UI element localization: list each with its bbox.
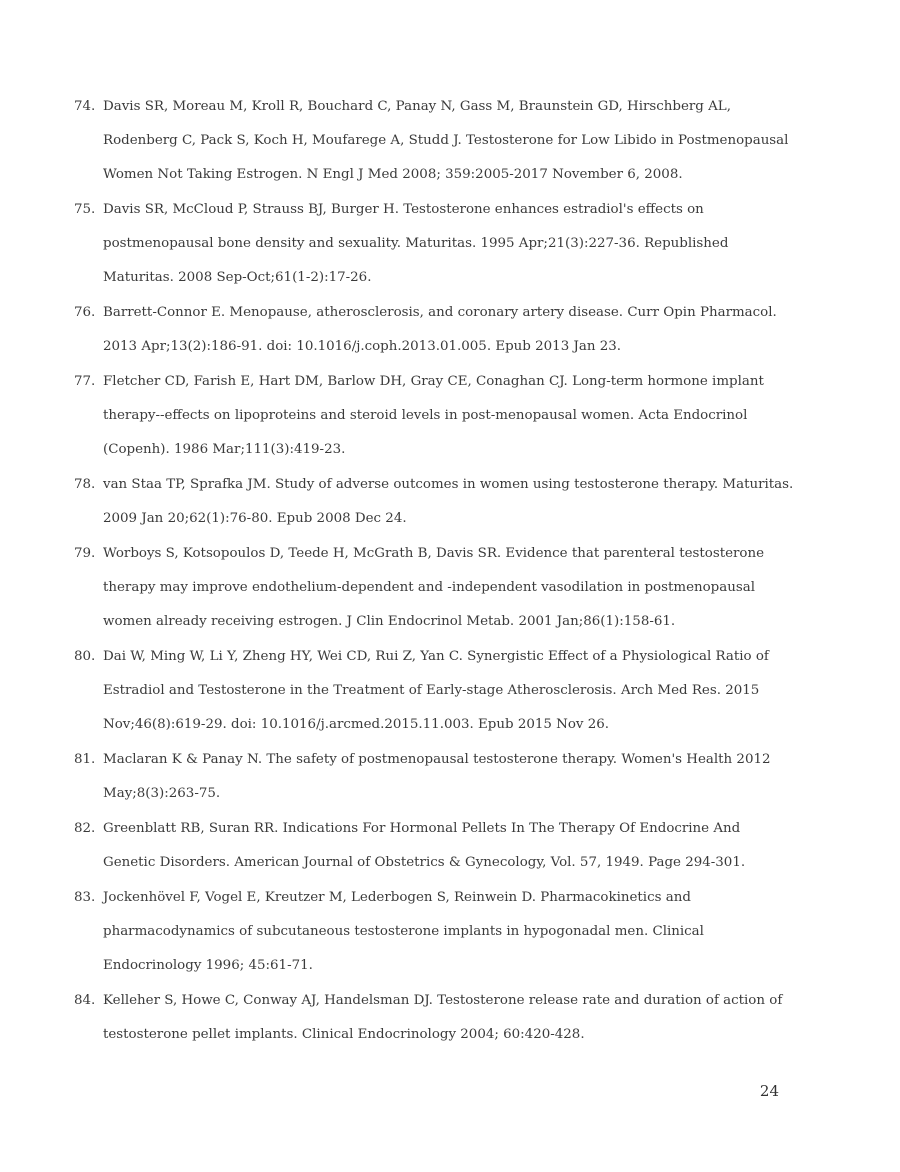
reference-item: [74, 812, 794, 880]
reference-text: Fletcher CD, Farish E, Hart DM, Barlow DH, Gray CE, Conaghan CJ. Long-term hormone implant therapy--effects on lipoproteins and steroid levels in post-menopausal women. Acta Endocrinol (Copenh). 1986 Mar;111(3):419-23.: [103, 374, 764, 457]
reference-text: Maclaran K & Panay N. The safety of postmenopausal testosterone therapy. Women's Health 2012 May;8(3):263-75.: [103, 752, 771, 801]
reference-item: [74, 365, 794, 467]
reference-item: [74, 640, 794, 742]
reference-number: 80.: [74, 649, 96, 664]
reference-item: [74, 90, 794, 192]
reference-item: [74, 743, 794, 811]
reference-item: [74, 296, 794, 364]
reference-item: [74, 984, 794, 1052]
reference-number: 77.: [74, 374, 96, 389]
reference-text: Davis SR, McCloud P, Strauss BJ, Burger H. Testosterone enhances estradiol's effects on postmenopausal bone density and sexuality. Maturitas. 1995 Apr;21(3):227-36. Republished Maturitas. 2008 Sep-Oct;61(1-2):17-26.: [103, 202, 729, 285]
reference-number: 74.: [74, 99, 96, 114]
reference-text: van Staa TP, Sprafka JM. Study of adverse outcomes in women using testosterone therapy. Maturitas. 2009 Jan 20;62(1):76-80. Epub 2008 Dec 24.: [103, 477, 794, 526]
reference-text: Jockenhövel F, Vogel E, Kreutzer M, Lederbogen S, Reinwein D. Pharmacokinetics and pharmacodynamics of subcutaneous testosterone implants in hypogonadal men. Clinical Endocrinology 1996; 45:61-71.: [103, 890, 704, 973]
reference-item: [74, 881, 794, 983]
reference-number: 76.: [74, 305, 96, 320]
reference-item: [74, 537, 794, 639]
reference-text: Greenblatt RB, Suran RR. Indications For Hormonal Pellets In The Therapy Of Endocrine And Genetic Disorders. American Journal of Obstetrics & Gynecology, Vol. 57, 1949. Page 294-301.: [103, 821, 746, 870]
reference-item: [74, 468, 794, 536]
reference-number: 79.: [74, 546, 96, 561]
reference-text: Kelleher S, Howe C, Conway AJ, Handelsman DJ. Testosterone release rate and duration of action of testosterone pellet implants. Clinical Endocrinology 2004; 60:420-428.: [103, 993, 783, 1042]
reference-text: Davis SR, Moreau M, Kroll R, Bouchard C, Panay N, Gass M, Braunstein GD, Hirschberg AL, Rodenberg C, Pack S, Koch H, Moufarege A, Studd J. Testosterone for Low Libido in Postmenopausal Women Not Taking Estrogen. N Engl J Med 2008; 359:2005-2017 November 6, 2008.: [103, 99, 789, 182]
reference-number: 81.: [74, 752, 96, 767]
reference-text: Barrett-Connor E. Menopause, atherosclerosis, and coronary artery disease. Curr Opin Pharmacol. 2013 Apr;13(2):186-91. doi: 10.1016/j.coph.2013.01.005. Epub 2013 Jan 23.: [103, 305, 777, 354]
reference-number: 82.: [74, 821, 96, 836]
reference-number: 83.: [74, 890, 96, 905]
reference-list: [74, 90, 794, 1052]
reference-text: Dai W, Ming W, Li Y, Zheng HY, Wei CD, Rui Z, Yan C. Synergistic Effect of a Physiological Ratio of Estradiol and Testosterone in the Treatment of Early-stage Atherosclerosis. Arch Med Res. 2015 Nov;46(8):619-29. doi: 10.1016/j.arcmed.2015.11.003. Epub 2015 Nov 26.: [103, 649, 769, 732]
reference-text: Worboys S, Kotsopoulos D, Teede H, McGrath B, Davis SR. Evidence that parenteral testosterone therapy may improve endothelium-dependent and -independent vasodilation in postmenopausal women already receiving estrogen. J Clin Endocrinol Metab. 2001 Jan;86(1):158-61.: [103, 546, 765, 629]
reference-number: 84.: [74, 993, 96, 1008]
reference-number: 78.: [74, 477, 96, 492]
reference-item: [74, 193, 794, 295]
page-number: 24: [759, 1082, 779, 1100]
reference-number: 75.: [74, 202, 96, 217]
